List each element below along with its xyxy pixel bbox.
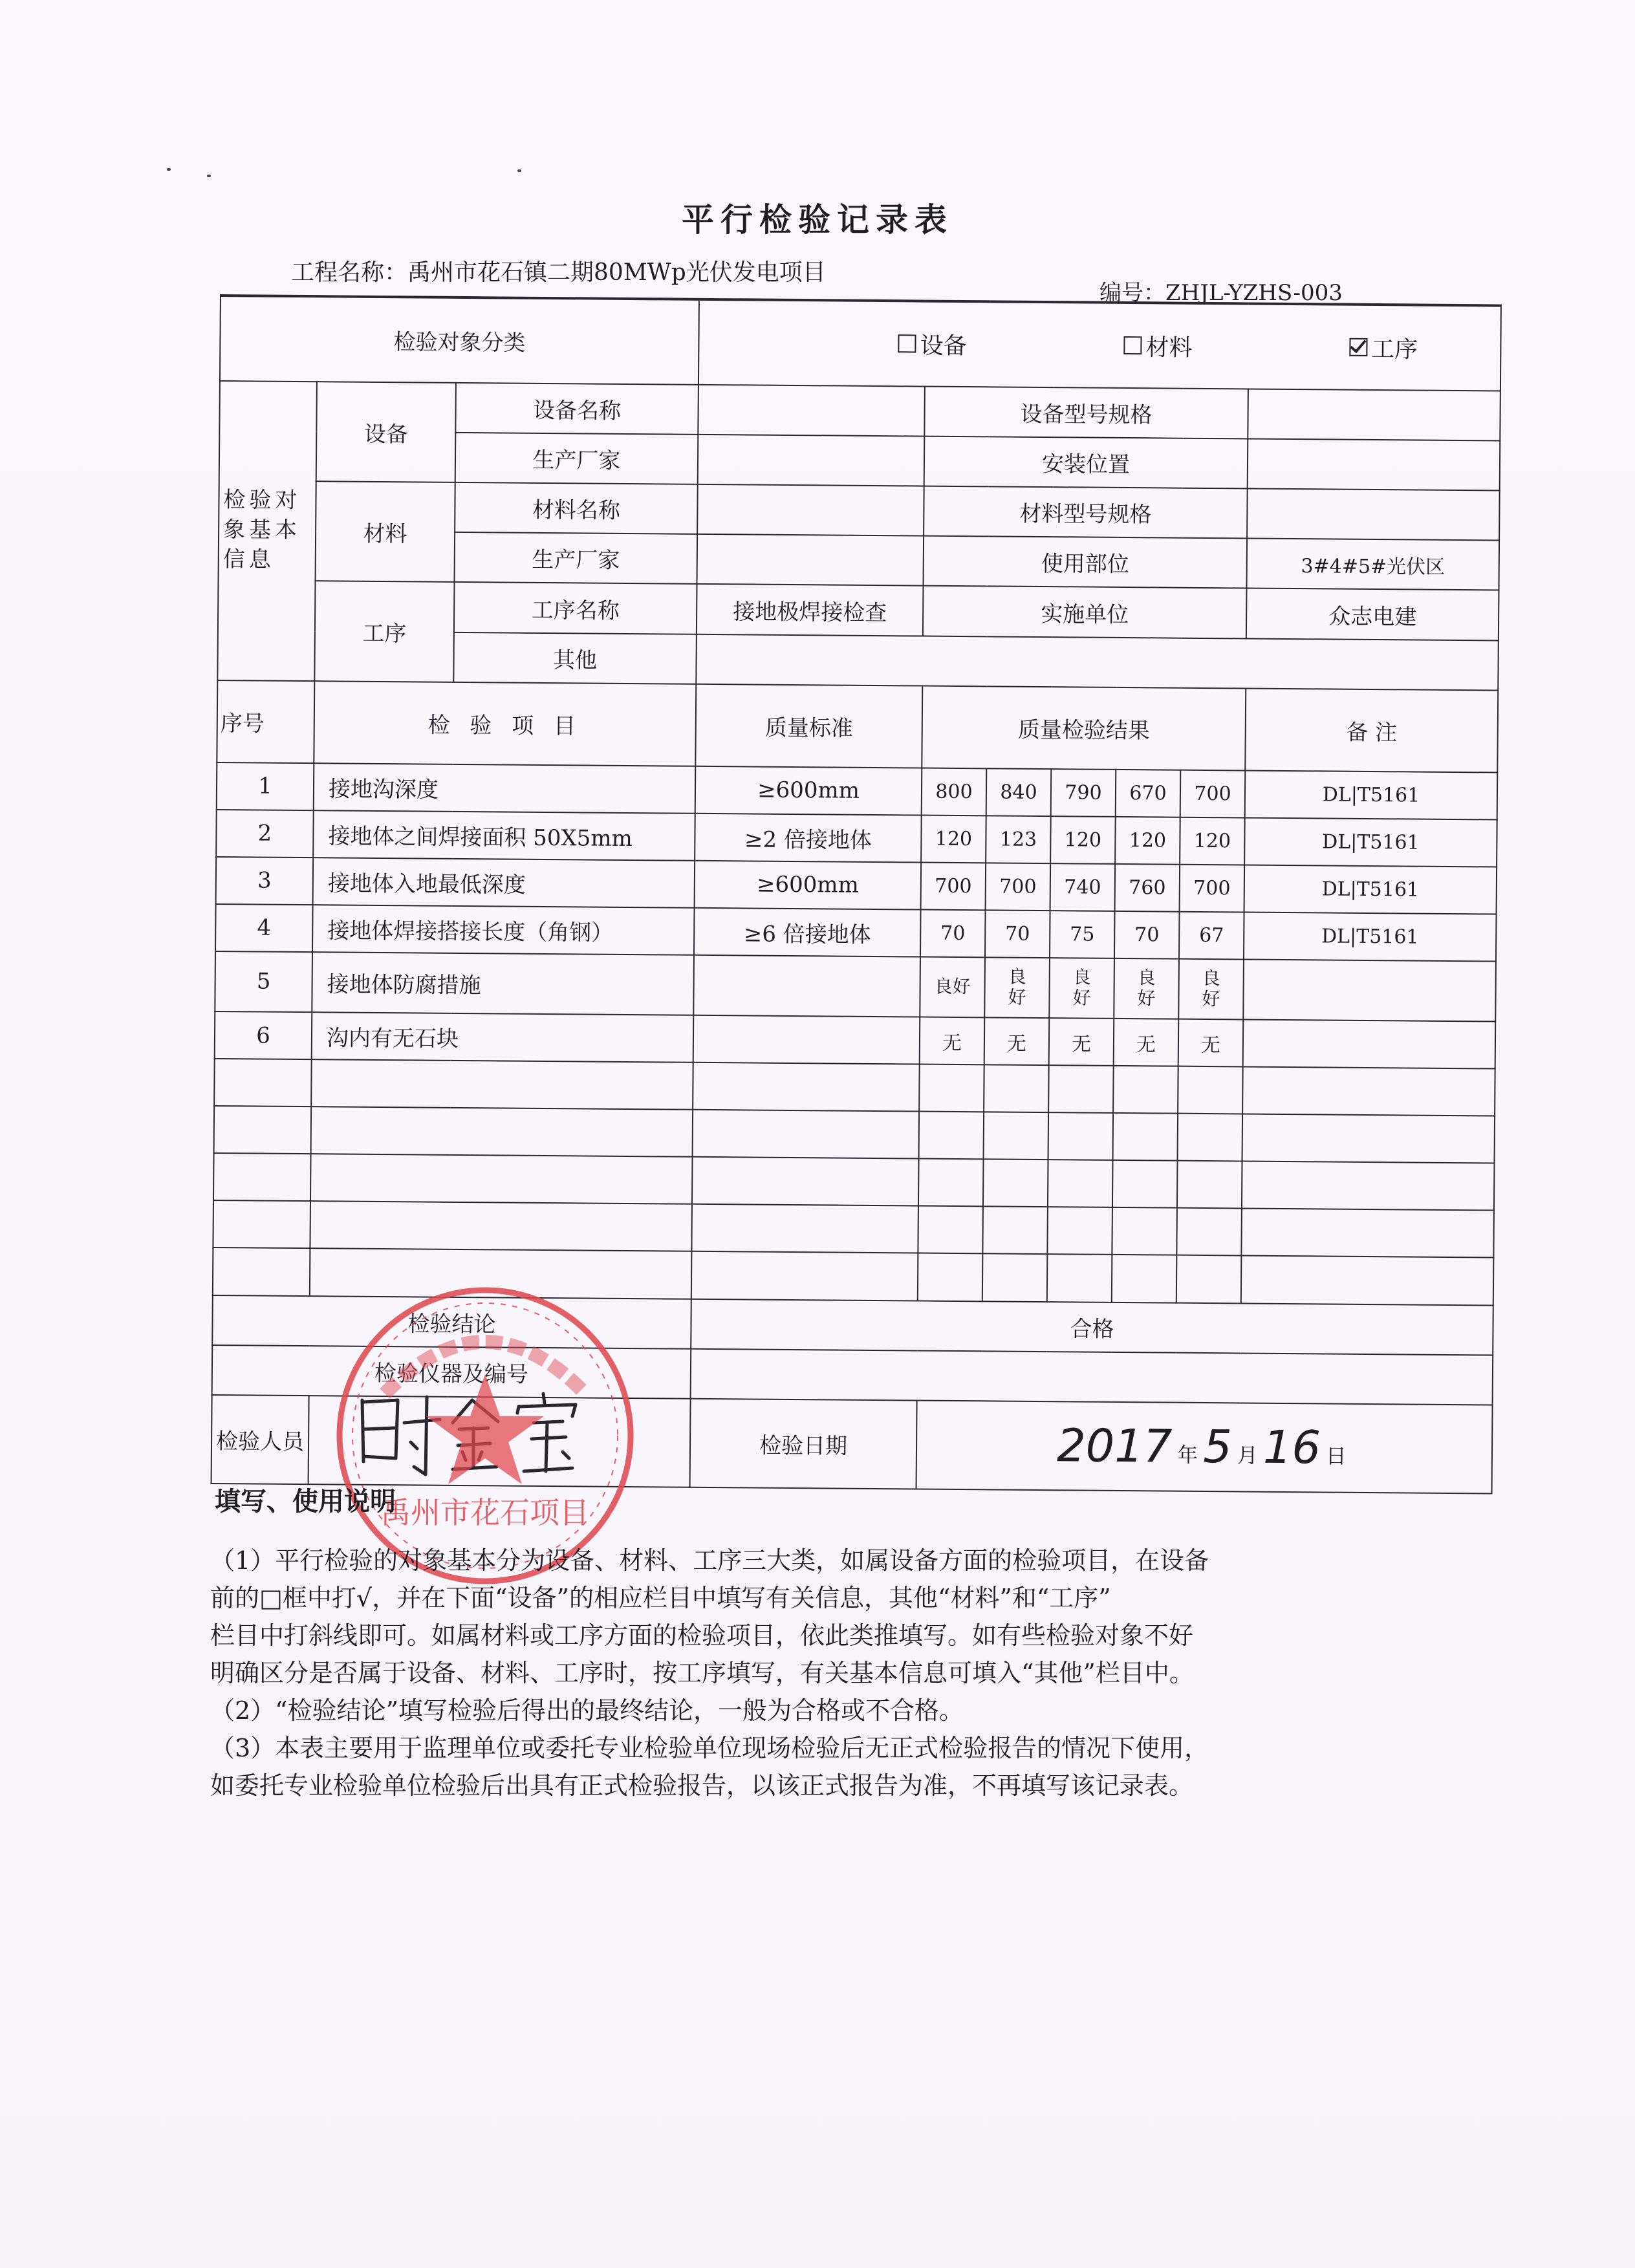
result-cell: 无 [920,1017,985,1065]
note-line: （2）“检验结论”填写检验后得出的最终结论，一般为合格或不合格。 [210,1696,964,1725]
item-name: 沟内有无石块 [312,1012,694,1063]
process-other-label: 其他 [453,632,697,684]
result-cell: 无 [984,1017,1050,1065]
header-seq: 序号 [217,680,314,763]
item-standard [693,955,920,1017]
scan-speck [517,169,521,172]
project-value: 禹州市花石镇二期80MWp光伏发电项目 [407,259,826,286]
category-label: 检验对象分类 [220,296,699,385]
code-value: ZHJL-YZHS-003 [1165,280,1343,306]
inspector-label: 检验人员 [211,1395,309,1484]
item-remark: DL|T5161 [1244,912,1497,961]
item-name: 接地体焊接搭接长度（角钢） [312,905,695,955]
item-seq: 3 [216,857,314,905]
material-maker-label: 生产厂家 [455,532,698,584]
material-maker-value [697,534,924,586]
result-cell: 120 [921,815,986,863]
process-name-label: 工序名称 [454,582,697,634]
date-year-unit: 年 [1177,1443,1198,1468]
equipment-location-value [1248,439,1500,491]
process-unit-label: 实施单位 [923,586,1247,638]
checkbox-material[interactable] [1123,329,1192,363]
equipment-group-label: 设备 [316,382,456,482]
project-label: 工程名称： [291,259,408,286]
table-row [215,951,1496,1022]
date-day: 16 [1262,1421,1321,1474]
item-standard: ≥600mm [695,860,922,909]
checkbox-label: 设备 [920,332,967,360]
instrument-value [691,1348,1493,1405]
project-name [291,254,826,287]
equipment-location-label: 安装位置 [924,437,1248,489]
item-name: 接地体之间焊接面积 50X5mm [313,810,695,861]
equipment-model-value [1248,389,1500,440]
item-remark [1243,959,1496,1021]
result-cell: 无 [1049,1018,1114,1066]
result-cell: 良好 [920,956,985,1017]
equipment-maker-value [698,435,925,486]
material-model-label: 材料型号规格 [924,486,1248,539]
process-group-label: 工序 [314,581,454,682]
date-value [916,1400,1493,1493]
result-cell: 无 [1178,1019,1244,1067]
category-options [698,299,1501,391]
result-cell: 800 [922,768,987,815]
result-cell: 120 [1180,817,1245,865]
header-remark: 备 注 [1245,688,1498,772]
checkbox-process[interactable] [1349,331,1418,365]
result-cell: 700 [1180,864,1245,912]
header-item: 检 验 项 目 [314,681,696,766]
scan-speck [207,175,211,177]
process-unit-value: 众志电建 [1246,589,1499,640]
note-line: （1）平行检验的对象基本分为设备、材料、工序三大类，如属设备方面的检验项目，在设备 [210,1546,1209,1575]
conclusion-label: 检验结论 [212,1295,691,1348]
process-name-value: 接地极焊接检查 [697,584,924,636]
result-cell: 120 [1050,816,1116,864]
result-cell: 120 [1115,817,1180,865]
result-cell: 67 [1179,911,1244,959]
item-remark [1243,1020,1496,1069]
date-year: 2017 [1056,1419,1173,1474]
item-seq: 1 [217,762,314,810]
header-standard: 质量标准 [695,684,922,768]
item-name: 接地体入地最低深度 [313,858,695,908]
item-standard: ≥600mm [695,766,922,815]
material-part-label: 使用部位 [924,536,1248,589]
conclusion-value: 合格 [691,1299,1493,1355]
item-remark: DL|T5161 [1244,817,1497,867]
date-month-unit: 月 [1237,1443,1258,1469]
equipment-name-value [698,385,925,437]
result-cell: 123 [986,815,1051,863]
result-cell: 740 [1050,863,1116,911]
result-cell: 790 [1051,769,1116,817]
checkbox-label: 材料 [1145,334,1193,362]
check-mark-icon [1349,338,1367,356]
process-other-value [696,634,1499,690]
stamp-text: 禹州市花石项目 [381,1495,589,1530]
date-day-unit: 日 [1325,1443,1347,1469]
notes-title: 填写、使用说明 [215,1487,396,1517]
note-line: 如委托专业检验单位检验后出具有正式检验报告，以该正式报告为准，不再填写该记录表。 [210,1771,1194,1800]
equipment-maker-label: 生产厂家 [455,433,698,484]
checkbox-box [898,335,916,353]
checkbox-equipment[interactable] [898,327,967,361]
header-result: 质量检验结果 [922,686,1246,770]
material-model-value [1247,489,1500,541]
basic-info-label: 检验对象基本信息 [217,381,317,681]
code-label: 编号： [1099,280,1165,306]
result-cell: 良好 [1178,958,1244,1019]
result-cell: 70 [1114,911,1180,959]
item-standard: ≥6 倍接地体 [694,908,921,957]
form-title: 平行检验记录表 [682,201,953,239]
item-standard [693,1015,920,1064]
result-cell: 无 [1114,1019,1179,1066]
result-cell: 760 [1115,864,1180,912]
checkbox-label: 工序 [1370,336,1418,363]
result-cell: 70 [985,910,1050,958]
result-cell: 良好 [1049,958,1114,1019]
item-standard: ≥2 倍接地体 [695,813,922,862]
equipment-name-label: 设备名称 [455,383,698,435]
scan-speck [167,168,171,171]
date-label: 检验日期 [690,1399,917,1489]
item-seq: 5 [215,951,312,1013]
material-part-value: 3#4#5#光伏区 [1247,539,1500,590]
date-month: 5 [1203,1420,1233,1474]
item-seq: 2 [216,810,314,858]
item-remark: DL|T5161 [1244,865,1497,914]
material-name-value [697,484,924,536]
item-name: 接地体防腐措施 [312,952,694,1015]
result-cell: 良好 [1114,958,1179,1019]
equipment-model-label: 设备型号规格 [924,387,1248,439]
checkbox-box [1123,336,1142,354]
item-seq: 4 [215,904,313,952]
result-cell: 670 [1116,769,1181,817]
item-name: 接地沟深度 [314,763,696,814]
item-seq: 6 [215,1011,312,1059]
note-line: （3）本表主要用于监理单位或委托专业检验单位现场检验后无正式检验报告的情况下使用， [210,1734,1209,1762]
instrument-label: 检验仪器及编号 [212,1345,691,1399]
result-cell: 840 [986,768,1052,816]
material-group-label: 材料 [316,481,455,582]
note-line: 明确区分是否属于设备、材料、工序时，按工序填写，有关基本信息可填入“其他”栏目中。 [210,1659,1194,1687]
note-line: 前的□框中打√，并在下面“设备”的相应栏目中填写有关信息，其他“材料”和“工序” [210,1584,1111,1612]
result-cell: 70 [920,909,986,957]
result-cell: 75 [1050,911,1115,958]
result-cell: 700 [921,862,986,910]
result-cell: 700 [1180,770,1246,817]
result-cell: 700 [986,863,1051,911]
item-remark: DL|T5161 [1245,770,1498,819]
material-name-label: 材料名称 [455,482,698,534]
result-cell: 良好 [984,957,1050,1018]
note-line: 栏目中打斜线即可。如属材料或工序方面的检验项目，依此类推填写。如有些检验对象不好 [210,1621,1194,1650]
